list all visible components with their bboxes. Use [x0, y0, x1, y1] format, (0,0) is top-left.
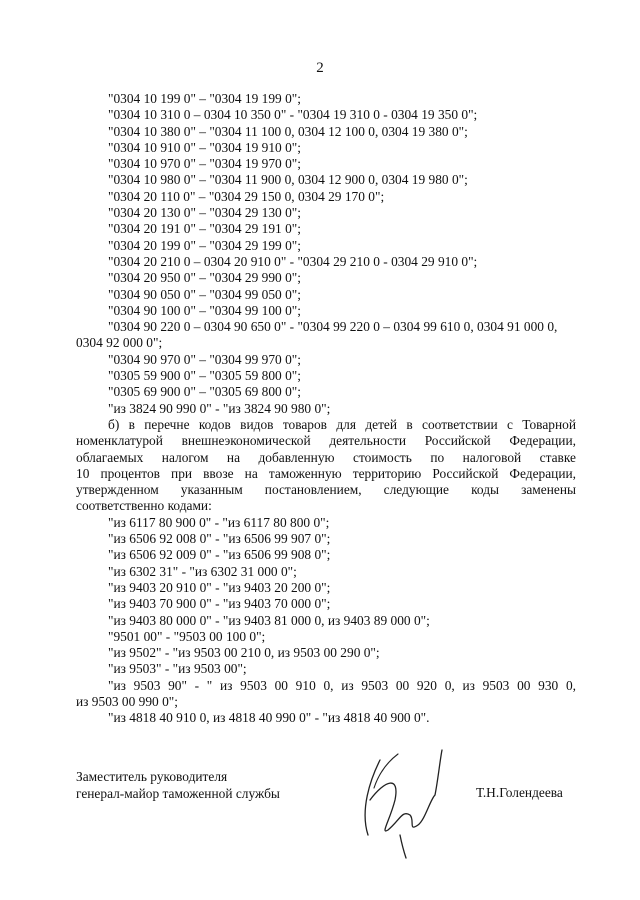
codes-block-1-line: "0304 10 980 0" – "0304 11 900 0, 0304 12 900 0, 0304 19 980 0";	[108, 172, 468, 188]
codes-block-3-line: "из 6506 92 008 0" - "из 6506 99 907 0";	[108, 531, 331, 547]
long-code-continuation: 0304 92 000 0";	[76, 335, 163, 351]
para-b-line: номенклатурой внешнеэкономической деятельности Российской Федерации,	[76, 433, 576, 449]
para-b-line: утвержденном указанным постановлением, следующие коды заменены	[76, 482, 576, 498]
codes-block-1-line: "0304 20 191 0" – "0304 29 191 0";	[108, 221, 301, 237]
codes-block-2-line: "0304 90 970 0" – "0304 99 970 0";	[108, 351, 301, 367]
codes-block-3-line: "из 6117 80 900 0" - "из 6117 80 800 0";	[108, 514, 330, 530]
paragraph-b	[76, 417, 576, 498]
code-9503-90-line: "из 9503 90" - " из 9503 00 910 0, из 9503 00 920 0, из 9503 00 930 0,	[108, 677, 576, 693]
codes-block-3	[76, 515, 576, 678]
codes-block-1-line: "0304 10 910 0" – "0304 19 910 0";	[108, 139, 301, 155]
signer-title-line2: генерал-майор таможенной службы	[76, 786, 280, 801]
codes-block-3-line: "из 6506 92 009 0" - "из 6506 99 908 0";	[108, 547, 331, 563]
signature-block	[76, 768, 280, 802]
codes-block-3-line: "из 9403 80 000 0" - "из 9403 81 000 0, из 9403 89 000 0";	[108, 612, 430, 628]
signer-title-line1: Заместитель руководителя	[76, 769, 228, 784]
codes-block-3-line: "из 9403 70 900 0" - "из 9403 70 000 0";	[108, 596, 331, 612]
codes-block-3-line: "из 6302 31" - "из 6302 31 000 0";	[108, 563, 297, 579]
signer-name: Т.Н.Голендеева	[476, 785, 563, 800]
codes-block-2-line: "0305 59 900 0" – "0305 59 800 0";	[108, 368, 301, 384]
codes-block-3-line: "из 9503" - "из 9503 00";	[108, 661, 247, 677]
codes-block-1-line: "0304 20 950 0" – "0304 29 990 0";	[108, 270, 301, 286]
codes-block-1-line: "0304 10 310 0 – 0304 10 350 0" - "0304 19 310 0 - 0304 19 350 0";	[108, 107, 478, 123]
codes-block-1-line: "0304 20 110 0" – "0304 29 150 0, 0304 29 170 0";	[108, 188, 385, 204]
codes-block-2-line: "из 3824 90 990 0" - "из 3824 90 980 0";	[108, 400, 331, 416]
long-code-line: "0304 90 220 0 – 0304 90 650 0" - "0304 99 220 0 – 0304 99 610 0, 0304 91 000 0,	[108, 319, 558, 335]
codes-block-3-line: "9501 00" - "9503 00 100 0";	[108, 628, 266, 644]
code-9503-90-continuation: из 9503 00 990 0";	[76, 693, 178, 709]
last-code-line: "из 4818 40 910 0, из 4818 40 990 0" - "из 4818 40 900 0".	[108, 710, 430, 726]
codes-block-3-line: "из 9403 20 910 0" - "из 9403 20 200 0";	[108, 579, 331, 595]
codes-block-1-line: "0304 20 130 0" – "0304 29 130 0";	[108, 205, 301, 221]
codes-block-1-line: "0304 20 199 0" – "0304 29 199 0";	[108, 237, 301, 253]
codes-block-2	[76, 352, 576, 417]
paragraph-b-last-line: соответственно кодами:	[76, 498, 212, 514]
codes-block-1-line: "0304 10 199 0" – "0304 19 199 0";	[108, 91, 301, 106]
codes-block-1-line: "0304 10 380 0" – "0304 11 100 0, 0304 12 100 0, 0304 19 380 0";	[108, 123, 468, 139]
document-body	[76, 91, 576, 727]
para-b-line: 10 процентов при ввозе на таможенную территорию Российской Федерации,	[76, 465, 576, 481]
codes-block-1-line: "0304 20 210 0 – 0304 20 910 0" - "0304 29 210 0 - 0304 29 910 0";	[108, 253, 478, 269]
codes-block-1-line: "0304 90 100 0" – "0304 99 100 0";	[108, 302, 301, 318]
page-number: 2	[316, 60, 324, 76]
codes-block-3-line: "из 9502" - "из 9503 00 210 0, из 9503 00 290 0";	[108, 645, 380, 661]
codes-block-2-line: "0305 69 900 0" – "0305 69 800 0";	[108, 384, 301, 400]
para-b-line: облагаемых налогом на добавленную стоимость по налоговой ставке	[76, 449, 576, 465]
codes-block-1-line: "0304 10 970 0" – "0304 19 970 0";	[108, 156, 301, 172]
handwritten-signature	[340, 740, 460, 860]
codes-block-1-line: "0304 90 050 0" – "0304 99 050 0";	[108, 286, 301, 302]
codes-block-1	[76, 91, 576, 319]
para-b-line: б) в перечне кодов видов товаров для детей в соответствии с Товарной	[108, 416, 576, 432]
